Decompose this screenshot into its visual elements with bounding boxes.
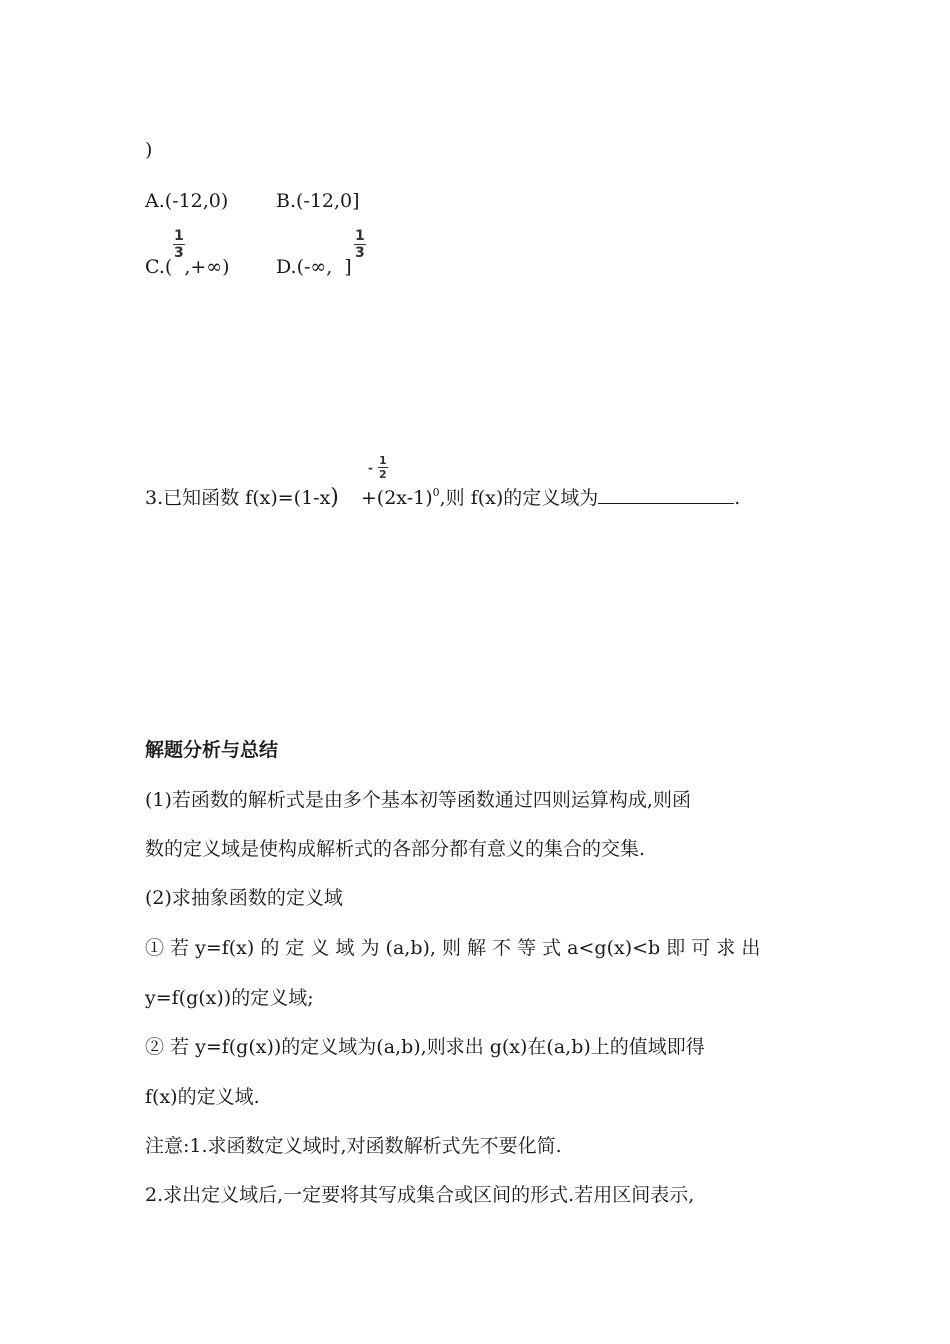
summary-p2: (2)求抽象函数的定义域 xyxy=(145,887,343,909)
option-d-fraction xyxy=(354,229,366,260)
option-d-suffix: ] xyxy=(344,256,352,278)
zero-power: 0 xyxy=(432,486,440,499)
option-b: B.(-12,0] xyxy=(276,190,360,212)
question-3-period: . xyxy=(734,487,741,509)
question-3-middle: +(2x-1) xyxy=(360,487,433,509)
option-c-suffix: ,+∞) xyxy=(184,256,230,278)
fraction-denominator: 3 xyxy=(355,245,365,261)
option-a: A.(-12,0) xyxy=(145,190,229,212)
question-3-prefix: 3.已知函数 f(x)=(1-x xyxy=(145,487,331,509)
summary-p1-line1: (1)若函数的解析式是由多个基本初等函数通过四则运算构成,则函 xyxy=(145,789,691,811)
question-3-suffix: ,则 f(x)的定义域为 xyxy=(439,487,599,509)
exponent-numerator: 1 xyxy=(379,454,387,467)
summary-p4-line1: ② 若 y=f(g(x))的定义域为(a,b),则求出 g(x)在(a,b)上的值域即得 xyxy=(145,1036,705,1058)
option-d xyxy=(276,255,352,279)
fraction-denominator: 3 xyxy=(174,245,184,261)
answer-blank[interactable] xyxy=(598,483,734,504)
question-closing-paren: ) xyxy=(145,139,153,161)
summary-p1-line2: 数的定义域是使构成解析式的各部分都有意义的集合的交集. xyxy=(145,838,646,860)
summary-p4-line2: f(x)的定义域. xyxy=(145,1086,260,1108)
exponent-sign: - xyxy=(368,461,373,475)
option-c xyxy=(145,255,230,279)
summary-p5: 注意:1.求函数定义域时,对函数解析式先不要化简. xyxy=(145,1135,562,1157)
summary-p6: 2.求出定义域后,一定要将其写成集合或区间的形式.若用区间表示, xyxy=(145,1184,695,1206)
summary-heading: 解题分析与总结 xyxy=(145,739,279,761)
exponent-denominator: 2 xyxy=(379,468,387,481)
question-3: 3.已知函数 $f(x)=(1-x) +(2x-1)^0$,则 f(x)的定义域为 . xyxy=(145,485,741,510)
fraction-numerator: 1 xyxy=(174,228,184,244)
exponent-fraction xyxy=(378,455,388,480)
fraction-numerator: 1 xyxy=(355,228,365,244)
option-c-fraction xyxy=(173,229,185,260)
summary-p3-line2: y=f(g(x))的定义域; xyxy=(145,987,314,1009)
option-c-prefix: C.( xyxy=(145,256,173,278)
summary-p3-line1: ① 若 y=f(x) 的 定 义 域 为 (a,b), 则 解 不 等 式 a<g(x)<b 即 可 求 出 xyxy=(145,937,761,959)
option-d-prefix: D.(-∞, xyxy=(276,256,333,278)
